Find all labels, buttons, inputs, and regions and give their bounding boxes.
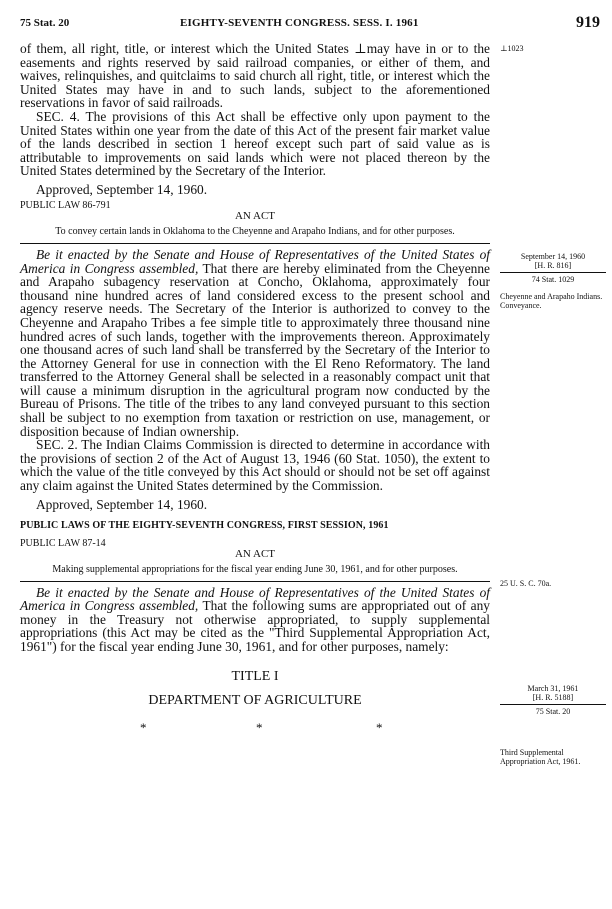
enacting-paragraph xyxy=(20,248,490,438)
stat-reference: 74 Stat. 1029 xyxy=(531,275,575,284)
act-purpose: Making supplemental appropriations for the fiscal year ending June 30, 1961, and for other purposes. xyxy=(52,563,458,575)
margin-note-law-14 xyxy=(500,684,606,716)
section-4-paragraph: SEC. 4. The provisions of this Act shall be effective only upon payment to the United States within one year from the date of this Act of the present fair market value of the lands described in section 1 hereof except such part of said value as is attributable to improvements on said lands which were not placed thereon by the United States determined by the Secretary of the Interior. xyxy=(20,108,490,179)
omission-stars xyxy=(20,720,490,738)
session-banner: PUBLIC LAWS OF THE EIGHTY-SEVENTH CONGRESS, FIRST SESSION, 1961 xyxy=(20,519,389,531)
main-text xyxy=(20,42,490,738)
enacting-clause: Be it enacted by the Senate and House of Representatives of the United States of America in Congress assembled, xyxy=(20,584,490,614)
approval-line: Approved, September 14, 1960. xyxy=(36,181,208,197)
enacting-clause: Be it enacted by the Senate and House of Representatives of the United States of America in Congress assembled, xyxy=(20,246,490,276)
enacting-body: That there are hereby eliminated from the Cheyenne and Arapaho subagency reservation at Concho, Oklahoma, approximately four thousand nine hundred acres of land considered excess to the present school and agency reserve needs. The Secretary of the Interior is authorized to convey to the Cheyenne and Arapaho Tribes a fee simple title to approximately three thousand nine hundred acres of such lands, together with the improvements thereon. Approximately one thousand acres of such land shall be transferred by the Secretary of the Interior to the Attorney General for use in connection with the El Reno Reformatory. The land transferred to the Attorney General shall be selected in a reasonably compact unit that will cause a minimum disruption in the agricultural program now conducted by the Bureau of Prisons. The title of the tribes to any land conveyed pursuant to this section shall be subject to no exemption from taxation or restriction on use, management, or disposition because of Indian ownership. xyxy=(20,260,490,439)
section-2-paragraph: SEC. 2. The Indian Claims Commission is directed to determine in accordance with the provisions of section 2 of the Act of August 13, 1946 (60 Stat. 1050), the extent to which the value of the title conveyed by this Act should or should not be set off against any claim against the United States determined by the Commission. xyxy=(20,437,490,494)
page-header xyxy=(0,14,612,36)
enactment-date: September 14, 1960 xyxy=(520,252,586,261)
running-head: EIGHTY-SEVENTH CONGRESS. SESS. I. 1961 xyxy=(180,17,419,29)
bill-number: [H. R. 816] xyxy=(534,261,572,270)
margin-note-conveyance: Cheyenne and Arapaho Indians. Conveyance. xyxy=(500,292,603,310)
an-act-heading: AN ACT xyxy=(234,547,276,560)
continuation-paragraph: of them, all right, title, or interest which the United States ⊥may have in or to the easements and rights reserved by said railroad companies, or either of them, and waives, relinquishes, and quitclaims to said church all right, title, or interest which the United States may have in and to such lands, subject to the aforementioned reservations in favor of said railroads. xyxy=(20,41,490,111)
star: * xyxy=(256,719,263,735)
page-number: 919 xyxy=(576,14,600,31)
margin-note-page-ref: ⊥1023 xyxy=(500,44,524,53)
enacting-body: That the following sums are appropriated out of any money in the Treasury not otherwise appropriated, to supply supplemental appropriations (this Act may be cited as the "Third Supplemental Appropriation Act, 1961") for the fiscal year ending June 30, 1961, and for other purposes, namely: xyxy=(20,598,490,654)
act-purpose: To convey certain lands in Oklahoma to the Cheyenne and Arapaho Indians, and for other purposes. xyxy=(55,225,455,237)
department-heading: DEPARTMENT OF AGRICULTURE xyxy=(148,692,362,708)
margin-note-short-title: Third Supplemental Appropriation Act, 1961. xyxy=(500,748,581,766)
stat-citation: 75 Stat. 20 xyxy=(20,17,70,29)
divider xyxy=(20,243,490,244)
note-divider xyxy=(500,704,606,705)
an-act-heading: AN ACT xyxy=(234,209,276,222)
public-law-label: PUBLIC LAW 87-14 xyxy=(20,537,106,549)
note-divider xyxy=(500,272,606,273)
approval-line: Approved, September 14, 1960. xyxy=(36,496,208,512)
public-law-label: PUBLIC LAW 86-791 xyxy=(20,199,111,211)
margin-note-usc: 25 U. S. C. 70a. xyxy=(500,579,552,588)
enacting-paragraph xyxy=(20,586,490,654)
margin-note-law-791 xyxy=(500,252,606,284)
star: * xyxy=(140,719,147,735)
title-heading: TITLE I xyxy=(231,668,279,684)
star: * xyxy=(376,719,383,735)
stat-reference: 75 Stat. 20 xyxy=(535,707,571,716)
divider xyxy=(20,581,490,582)
enactment-date: March 31, 1961 xyxy=(527,684,579,693)
bill-number: [H. R. 5188] xyxy=(532,693,574,702)
